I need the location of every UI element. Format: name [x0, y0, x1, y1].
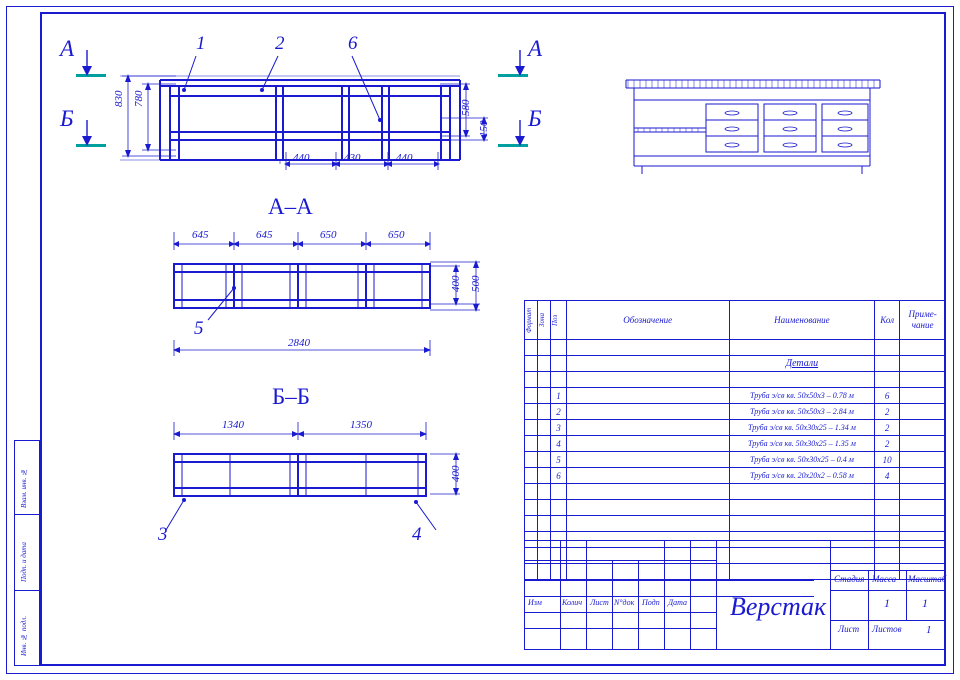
spec-row-qty: 6 [874, 388, 899, 404]
spec-row-pos: 5 [551, 452, 566, 468]
section-mark-b-right: Б [528, 106, 542, 131]
section-arrow-a-right [514, 50, 534, 84]
title-scale-value: 1 [922, 596, 928, 610]
front-view-extension-lines [120, 60, 480, 180]
front-dim-830: 830 [113, 90, 125, 107]
title-mass-label: Масса [872, 574, 897, 584]
spec-row-designation [566, 468, 729, 484]
spec-row-note [900, 420, 946, 436]
table-row [525, 468, 946, 484]
title-sheet-label: Лист [838, 624, 860, 634]
section-aa-dim-500: 500 [470, 275, 482, 292]
table-row [525, 388, 946, 404]
table-row [525, 372, 946, 388]
spec-header-pos: Поз [551, 314, 560, 326]
spec-row-name: Труба э/св кв. 50х50х3 – 0.78 м [729, 388, 874, 404]
spec-row-qty: 10 [874, 452, 899, 468]
title-col-ndok: N°док [614, 598, 635, 607]
spec-row-name: Труба э/св кв. 50х50х3 – 2.84 м [729, 404, 874, 420]
spec-row-pos: 6 [551, 468, 566, 484]
isometric-view [618, 66, 898, 186]
title-col-izm: Изм [528, 598, 542, 607]
section-aa-callout-5: 5 [194, 318, 204, 339]
table-row [525, 404, 946, 420]
spec-row-qty: 2 [874, 436, 899, 452]
spec-row-designation [566, 388, 729, 404]
section-bb-top-dims [170, 418, 470, 444]
spec-row-note [900, 436, 946, 452]
spec-section-title: Детали [729, 356, 874, 372]
spec-header-note: Приме- чание [900, 301, 946, 340]
section-arrow-a-left [81, 50, 101, 84]
spec-row-name: Труба э/св кв. 50х30х25 – 0.4 м [729, 452, 874, 468]
front-callout-2: 2 [275, 33, 285, 54]
section-bb-callout-3: 3 [158, 524, 168, 545]
spec-row-qty: 2 [874, 420, 899, 436]
section-bb-title: Б–Б [272, 384, 310, 409]
spec-header-qty: Кол [874, 301, 899, 340]
spec-row-pos: 3 [551, 420, 566, 436]
table-row [525, 340, 946, 356]
spec-header-format: Формат [525, 307, 533, 333]
title-mass-value: 1 [884, 596, 890, 610]
spec-row-qty: 4 [874, 468, 899, 484]
spec-header-zone: Зона [538, 313, 547, 327]
section-bb-dim-1340: 1340 [222, 419, 244, 431]
spec-row-designation [566, 420, 729, 436]
section-mark-a-left: А [60, 36, 75, 61]
section-bb-callout-leaders [160, 492, 450, 542]
table-row [525, 500, 946, 516]
section-bb-dim-400: 400 [450, 465, 462, 482]
spec-header-name: Наименование [729, 301, 874, 340]
front-dim-440-left: 440 [293, 152, 310, 164]
spec-row-note [900, 468, 946, 484]
specification-table [524, 300, 946, 580]
section-aa-dim-2840: 2840 [288, 337, 310, 349]
title-block-name: Верстак [730, 592, 827, 621]
section-aa-dim-650a: 650 [320, 229, 337, 241]
spec-row-name: Труба э/св кв. 50х30х25 – 1.34 м [729, 420, 874, 436]
section-aa-total-dim [170, 336, 470, 360]
front-callout-1: 1 [196, 33, 206, 54]
spec-row-designation [566, 404, 729, 420]
section-aa-dim-645a: 645 [192, 229, 209, 241]
table-row [525, 452, 946, 468]
title-col-list: Лист [590, 598, 609, 607]
spec-row-note [900, 404, 946, 420]
section-aa-dim-645b: 645 [256, 229, 273, 241]
spec-row-name: Труба э/св кв. 50х30х25 – 1.35 м [729, 436, 874, 452]
section-arrow-b-left [81, 120, 101, 154]
spec-row-pos: 4 [551, 436, 566, 452]
spec-row-pos: 2 [551, 404, 566, 420]
spec-row-note [900, 452, 946, 468]
section-bb-callout-4: 4 [412, 524, 422, 545]
spec-row-designation [566, 436, 729, 452]
title-sheets-value: 1 [926, 624, 932, 636]
section-aa-dim-400: 400 [450, 275, 462, 292]
section-bb-dim-1350: 1350 [350, 419, 372, 431]
table-row [525, 484, 946, 500]
left-margin-label-3: Взам. инв. № [20, 468, 28, 508]
table-row [525, 420, 946, 436]
left-margin-label-1: Инв. № подл. [20, 615, 28, 656]
spec-row-qty: 2 [874, 404, 899, 420]
front-dim-780: 780 [133, 90, 145, 107]
spec-row-note [900, 388, 946, 404]
title-scale-label: Масштаб [908, 574, 947, 584]
table-row [525, 516, 946, 532]
title-col-kolich: Колич [562, 598, 583, 607]
table-row [525, 436, 946, 452]
front-dim-150: 150 [478, 120, 490, 137]
spec-row-name: Труба э/св кв. 20х20х2 – 0.58 м [729, 468, 874, 484]
left-margin-label-2: Подп. и дата [20, 542, 28, 582]
spec-row-pos: 1 [551, 388, 566, 404]
front-dim-440-right: 440 [396, 152, 413, 164]
section-mark-b-left: Б [60, 106, 74, 131]
front-dim-430: 430 [344, 152, 361, 164]
front-callout-6: 6 [348, 33, 358, 54]
title-stage-label: Стадия [834, 574, 865, 584]
section-arrow-b-right [514, 120, 534, 154]
section-aa-title: А–А [268, 194, 313, 219]
spec-header-designation: Обозначение [566, 301, 729, 340]
table-row [525, 356, 946, 372]
section-aa-right-dims [430, 258, 500, 338]
front-dim-580: 580 [460, 99, 472, 116]
section-mark-a-right: А [528, 36, 543, 61]
title-col-podp: Подп [642, 598, 660, 607]
section-aa-dim-650b: 650 [388, 229, 405, 241]
title-sheets-label: Листов [872, 624, 902, 634]
title-col-data: Дата [668, 598, 687, 607]
spec-row-designation [566, 452, 729, 468]
